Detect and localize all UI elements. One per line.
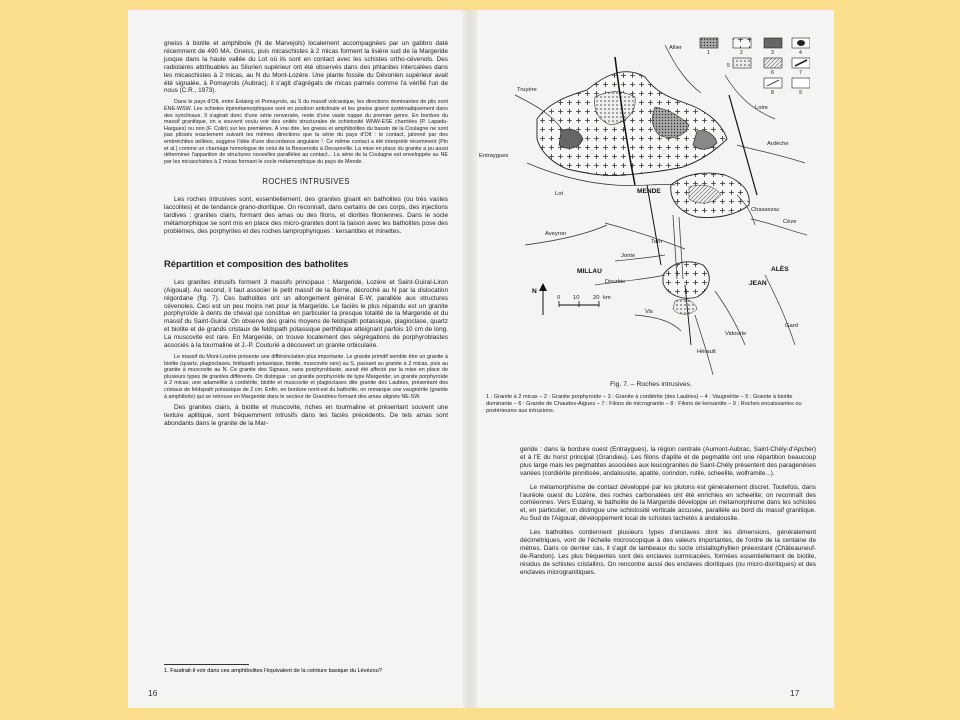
legend-symbol-4 (797, 40, 805, 46)
label-herault: Hérault (697, 349, 716, 355)
label-gard: Gard (785, 323, 798, 329)
label-loire: Loire (755, 105, 768, 111)
north-arrow (532, 283, 547, 315)
label-ceze: Cèze (783, 219, 797, 225)
label-allier: Allier (669, 45, 682, 51)
river-gard (765, 275, 795, 345)
scale-20: 20 (593, 295, 600, 301)
section-title: ROCHES INTRUSIVES (262, 177, 350, 187)
label-lot: Lot (555, 191, 564, 197)
left-page-column (164, 40, 448, 428)
footnote: 1. Faudrait-il voir dans ces amphibolites l'équivalent de la ceinture basique du Lévézou? (164, 668, 382, 674)
legend-num-8: 8 (771, 90, 774, 96)
page-number-right: 17 (790, 688, 800, 698)
label-jean: JEAN (749, 280, 767, 287)
margeride-batholith (537, 72, 727, 176)
map-legend (700, 38, 810, 96)
scale-bar (557, 295, 611, 307)
label-ardeche: Ardèche (767, 141, 789, 147)
fault-central (647, 185, 661, 265)
legend-num-2: 2 (740, 50, 743, 56)
paragraph-repartition: Les granites intrusifs forment 3 massifs principaux : Margeride, Lozère et Saint-Guiral-Liron (Aigoual). Au second, il faut associer le petit massif de la Borne, décroché au N par la dislocation régordane (fig. 7). Ces batholites ont un allongement général E-W, parallèle aux structures cévenoles. Ceci est un peu moins net pour la Margeride. Le faciès le plus répandu est un granite porphyroïde à dents de cheval qui constitue en particulier la presque totalité de la Margeride et du massif du Saint-Guiral. On observe des grains moyens de feldspath potassique, plagioclase, quartz et biotite et de grands cristaux de feldspath potassique perthitique atteignant parfois 10 cm de long. La muscovite est rare. En Margeride, on trouve localement des ségrégations de porphyroblastes associés à la tourmaline et J.-P. Couturié a découvert un granite orbiculaire. (164, 278, 448, 350)
river-ceze (751, 219, 807, 235)
legend-num-5: 5 (727, 63, 730, 69)
figure-caption: 1 : Granite à 2 micas – 2 : Granite porphyroïde – 3 : Granite à cordiérite (des Laubies) – 4 : Vaugnérite – 5 : Granite à biotite dominante – 6 : Granite de Chaudes-Aigues – 7 : Filons de microgranite – 8 : Filons de kersantite – 9 : Roches encaissantes ou postérieures aux intrusions. (486, 394, 802, 415)
figure-title: Fig. 7. – Roches intrusives. (610, 381, 692, 388)
legend-num-3: 3 (771, 50, 774, 56)
scale-0: 0 (557, 295, 561, 301)
scale-10: 10 (573, 295, 580, 301)
legend-box-3 (764, 38, 782, 48)
legend-num-1: 1 (707, 50, 710, 56)
legend-num-4: 4 (799, 50, 802, 56)
intro-paragraph: gneiss à biotite et amphibole (N de Marvejols) localement accompagnées par un gabbro daté récemment de 490 MA. Gneiss, puis micaschistes à 2 micas forment la lisière sud de la Margeride jusque dans la haute vallée du Lot où ils sont en contact avec les schistes ortho-cévenols. Des radiolaires attribuables au Silurien supérieur ont été observés dans des phtanites intercalées dans les micaschistes à 2 micas, au N du Mont-Lozère. Une plante fossile du Dévonien supérieur avait été signalée, à Pomayrols (Aubrac); il s'agit d'agrégats de micas palmés comme l'a vérifié l'un de nous (C.R., 1973). (164, 40, 448, 95)
label-entraygues: Entraygues (479, 153, 509, 159)
figure-caption-block (486, 381, 816, 416)
label-vidourle: Vidourle (725, 331, 747, 337)
label-mende: MENDE (637, 188, 661, 195)
legend-box-5 (733, 58, 751, 68)
scale-km: km (603, 295, 611, 301)
label-truyere: Truyère (517, 87, 537, 93)
small-paragraph-mont-lozere: Le massif du Mont-Lozère présente une différenciation plus importante. Le granite primitif semble être un granite à biotite (quartz, plagioclases, feldspath potassique, biotite, muscovite rare) au S, passant au granite à 2 micas, puis au granite à muscovite au N. Ce granite des Signaux, sans porphyroblaste, aurait été affecté par la mise en place de plusieurs types de granites différents. On distingue : un granite porphyroïde de type Margeride; un granite porphyroïde à 2 micas; une adamellite à cordiérite, biotite et muscovite et plagioclases dite granite des Laubies, présentant des cristaux de feldspath potassique de 2 cm. Enfin, en bordure nord-est du batholite, on remarque une vaugnérite (granite à amphibole) qui se retrouve en Margeride dans le secteur de Grandrieu formant des amas alignés NE-SW. (164, 353, 448, 400)
legend-box-1 (700, 38, 718, 48)
geological-map-figure (475, 35, 810, 380)
paragraph-geride: geride : dans la bordure ouest (Entraygues), la région centrale (Aumont-Aubrac, Saint-Chély-d'Apcher) et à l'E du horst principal (Grandieu). Les filons d'aplite et de pegmatite ont une répartition beaucoup plus large mais les pegmatites associées aux leucogranites de Saint-Chély présentent des paragenèses variées (cordiérite pinnitisée, andalousite, apatite, corindon, rutile, scheelite, wolframite...). (520, 446, 816, 477)
paragraph-granites-clairs: Des granites clairs, à biotite et muscovite, riches en tourmaline et présentant souvent une texture aplitique, sont fréquemment intrusifs dans les faciès précédents. De tels amas sont abondants dans le granite de la Mar- (164, 404, 448, 427)
legend-num-6: 6 (771, 70, 774, 76)
label-vis: Vis (645, 309, 653, 315)
small-paragraph-olt: Dans le pays d'Olt, entre Estaing et Pomayrols, au S du massif volcanique, les directions dominantes de plis sont ÉNE-WSW. Les schistes épimétamorphiques sont en position anticlinale et les gneiss gisent systématiquement dans des synclinaux. Il s'agirait donc d'une série renversée, reste d'une vaste nappe du premier genre. En bordure du massif granitique, on a souvent voulu voir des unités structurales de schistosité WNW-ESE charriées (P. Lapadu-Hargues) ou non (F. Colin) sur les premières. À vrai dire, les gneiss et amphibolites du bassin de la Coulagne ne sont pas plissés exactement suivant les mêmes directions que la série du pays d'Olt : le contact, jalonné par des embréchites œillées, suggère l'idée d'une discordance angulaire ¹. Ce même contact a été interprété récemment (Pin et al.) comme un charriage homologue de celui de la Bessenoits à Decazeville. La mise en place du granite a pu aussi déterminer l'apparition de structures nouvelles parallèles au contact... La série de la Coulagne est enveloppée au NE par les micaschistes à 2 micas formant le socle métamorphique du pays de Mende. (164, 99, 448, 165)
river-herault (695, 315, 713, 375)
legend-num-9: 9 (799, 90, 802, 96)
label-chassezac: Chassezac (751, 207, 780, 213)
river-vis (635, 315, 681, 331)
label-jonte: Jonte (621, 253, 636, 259)
label-dourbie: Dourbie (605, 279, 626, 285)
north-label: N (532, 288, 537, 295)
footnote-rule (164, 664, 249, 665)
label-millau: MILLAU (577, 268, 602, 275)
river-tarn (605, 223, 685, 249)
page-number-left: 16 (148, 688, 158, 698)
right-page-column (520, 446, 816, 577)
river-allier (665, 45, 701, 93)
paragraph-enclaves: Les batholites contiennent plusieurs types d'enclaves dont les dimensions, généralement décimétriques, vont de l'échelle microscopique à des valeurs importantes, de l'ordre de la centaine de mètres. Dans ce dernier cas, il s'agit de lambeaux du socle cristallophyllien préexistant (Châteauneuf-de-Randon). Les plus fréquentes sont des enclaves surmicacées, formées essentiellement de biotite, résidus de schistes cristallins. On rencontre aussi des enclaves dioritiques (ou micro-dioritiques) et des enclaves microgranitiques. (520, 529, 816, 576)
label-ales: ALÈS (771, 266, 789, 273)
paragraph-metamorphisme: Le métamorphisme de contact développé par les plutons est généralement discret. Toutefois, dans l'auréole ouest du Lozère, des roches carbonatées ont été enrichies en scheelite; on reconnaît des cornéennes. Vers Estaing, le batholite de la Margeride développe un métamorphisme dans les schistes et, en particulier, on distingue une schistosité verticale accusée, parallèle au bord du massif granitique. Au Sud de l'Aigoual, développement local de schistes tachetés à andalousite. (520, 483, 816, 523)
legend-box-2 (733, 38, 751, 48)
label-tarn: Tarn (651, 239, 663, 245)
legend-box-9 (792, 78, 810, 88)
legend-box-6 (764, 58, 782, 68)
legend-num-7: 7 (799, 70, 802, 76)
saint-guiral-facies (673, 299, 697, 314)
subsection-title: Répartition et composition des batholites (164, 257, 349, 269)
paragraph-roches-intrusives: Les roches intrusives sont, essentiellement, des granites gisant en batholites (ou très vastes laccolites) et de tendance grano-dioritique. On reconnaît, dans certains de ces corps, des injections tardives : granites clairs, formant des amas ou des filons, et diorites filoniennes. Dans le socle métamorphique se sont mis en place des micro-granites dont la liaison avec les batholites pose des problèmes, des porphyrites et des roches lamprophyriques : kersantites et minettes. (164, 196, 448, 235)
label-aveyron: Aveyron (545, 231, 567, 237)
